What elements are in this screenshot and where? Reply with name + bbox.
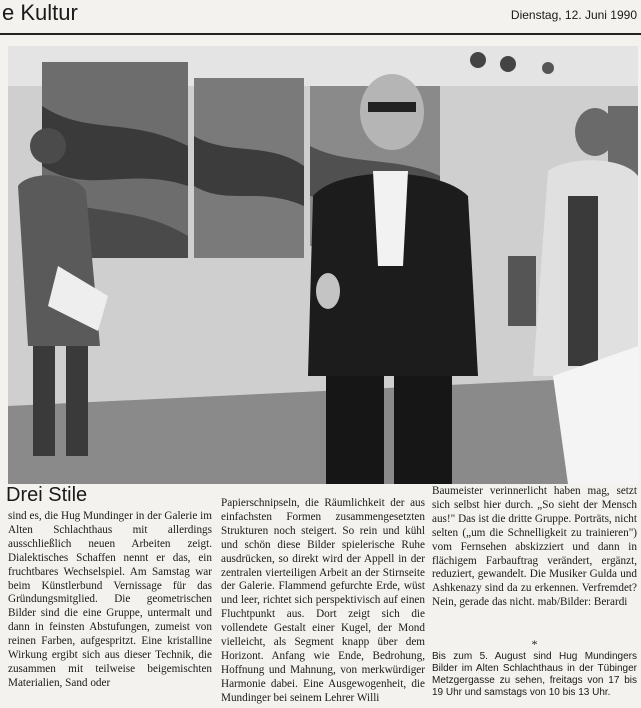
article-column-2 [221, 497, 425, 706]
column-2-text: Papierschnipseln, die Räumlichkeit der aus einfachsten Formen zusammengesetzten Strukturen noch steigert. So rein und kühl und schön diese Bilder spielerische Ruhe ausdrücken, so direkt wird der Appell in der zentralen vierteiligen Arbeit an der Stirnseite der Galerie. Flammend gefurchte Erde, wüst und leer, richtet sich perspektivisch auf einen Fluchtpunkt aus. Dort zeigt sich die vollendete Gestalt einer Kugel, der Mond vielleicht, als Segment knapp über dem Horizont. Anfang wie Ende, Bedrohung, Hoffnung und Mahnung, von merkwürdiger Harmonie dabei. Eine Ausgewogenheit, die Mundinger bei seinem Lehrer Willi [221, 497, 425, 704]
column-1-text: sind es, die Hug Mundinger in der Galerie im Alten Schlachthaus mit allerdings ausschließlich neuen Arbeiten zeigt. Dialektisches Schaffen nennt er das, ein fruchtbares Wechselspiel. Am Samstag war beim Künstlerbund Vernissage für das Gründungsmitglied. Die geometrischen Bilder sind die eine Gruppe, untermalt und dann in feinsten Abstufungen, zumeist von reinen Farben, aufgespritzt. Eine kristalline Wirkung ergibt sich aus dieser Technik, die zusammen mit teilweise beigemischten Materialien, Sand oder [8, 510, 212, 689]
article-headline: Drei Stile [6, 484, 88, 506]
photo-drawing [8, 46, 638, 484]
exhibition-photo [8, 46, 638, 484]
article-column-1 [8, 510, 212, 691]
issue-date: Dienstag, 12. Juni 1990 [510, 8, 637, 22]
header-rule [0, 33, 641, 35]
page-header [0, 0, 641, 36]
section-title: e Kultur [2, 0, 78, 25]
column-3-text: Baumeister verinnerlicht haben mag, setzt sich selbst hier durch. „So sieht der Mensch aus!" Das ist die dritte Gruppe. Porträts, nicht selten („um die Schnelligkeit zu trainieren") vom Fernsehen abskizziert und dann in flächigem Farbauftrag verändert, ergänzt, reduziert, gewandelt. Die Musiker Gulda und Ashkenazy sind da zu erkennen. Verfremdet? Nein, gerade das nicht. mab/Bilder: Berardi [432, 485, 637, 609]
asterisk-separator: * [531, 637, 538, 651]
exhibition-info: Bis zum 5. August sind Hug Mundingers Bilder im Alten Schlachthaus in der Tübinger Metzgergasse zu sehen, freitags von 17 bis 19 Uhr und samstags von 10 bis 13 Uhr. [432, 651, 637, 698]
article-column-3 [432, 485, 637, 610]
